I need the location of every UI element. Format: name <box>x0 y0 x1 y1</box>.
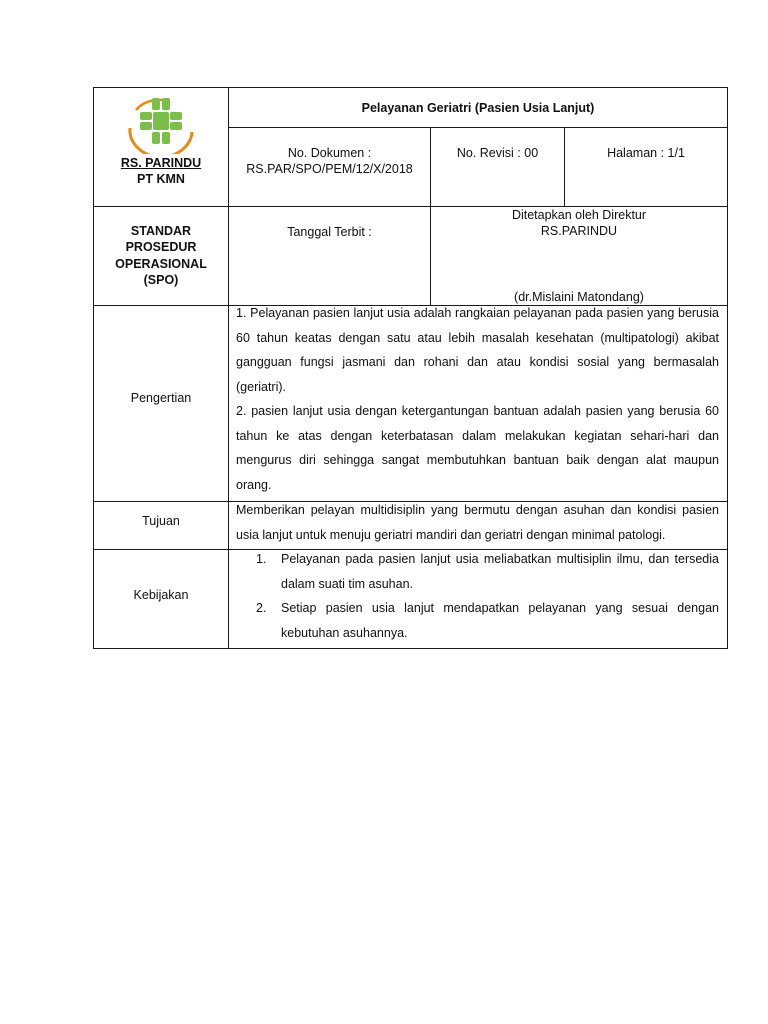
no-dokumen-label: No. Dokumen : <box>287 146 372 160</box>
kebijakan-item <box>256 596 719 645</box>
hospital-company: PT KMN <box>137 172 185 186</box>
ditetapkan-line-1: Ditetapkan oleh Direktur <box>511 208 647 222</box>
tujuan-label: Tujuan <box>142 514 180 528</box>
kebijakan-item-number: 1. <box>256 552 267 566</box>
spo-line-4: (SPO) <box>143 273 179 287</box>
halaman: Halaman : 1/1 <box>607 146 685 160</box>
column-divider <box>564 127 565 207</box>
no-dokumen-value: RS.PAR/SPO/PEM/12/X/2018 <box>246 162 413 176</box>
kebijakan-item <box>256 547 719 596</box>
hospital-name: RS. PARINDU <box>120 156 202 170</box>
spo-line-3: OPERASIONAL <box>115 257 207 271</box>
kebijakan-label: Kebijakan <box>133 588 189 602</box>
row-divider <box>228 127 728 128</box>
ditetapkan-line-2: RS.PARINDU <box>540 224 618 238</box>
table-border-top <box>93 87 728 88</box>
pengertian-label: Pengertian <box>130 391 192 405</box>
table-border-bottom <box>93 648 728 649</box>
kebijakan-item-text: Pelayanan pada pasien lanjut usia meliabatkan multisiplin ilmu, dan tersedia dalam suati tim asuhan. <box>281 552 719 591</box>
document-title: Pelayanan Geriatri (Pasien Usia Lanjut) <box>361 101 595 115</box>
no-revisi: No. Revisi : 00 <box>456 146 539 160</box>
table-border-right <box>727 87 728 649</box>
tanggal-terbit: Tanggal Terbit : <box>287 225 372 239</box>
kebijakan-item-number: 2. <box>256 601 267 615</box>
spo-line-1: STANDAR <box>130 224 192 238</box>
hospital-logo <box>122 94 198 154</box>
pengertian-point-2: 2. pasien lanjut usia dengan ketergantungan bantuan adalah pasien yang berusia 60 tahun ke atas dengan keterbatasan dalam melakukan kegiatan sehari-hari dan mengurus diri sehingga sangat membutuhkan bantuan baik dengan alat maupun orang. <box>236 404 719 492</box>
director-signature-name: (dr.Mislaini Matondang) <box>514 290 644 304</box>
spo-line-2: PROSEDUR <box>125 240 197 254</box>
tujuan-text: Memberikan pelayan multidisiplin yang bermutu dengan asuhan dan kondisi pasien usia lanjut untuk menuju geriatri mandiri dan geriatri dengan minimal patologi. <box>236 503 719 542</box>
pengertian-point-1: 1. Pelayanan pasien lanjut usia adalah rangkaian pelayanan pada pasien yang berusia 60 tahun keatas dengan satu atau lebih masalah kesehatan (multipatologi) akibat gangguan fungsi jasmani dan rohani dan atau kondisi sosial yang bermasalah (geriatri). <box>236 306 719 394</box>
kebijakan-item-text: Setiap pasien usia lanjut mendapatkan pelayanan yang sesuai dengan kebutuhan asuhannya. <box>281 601 719 640</box>
